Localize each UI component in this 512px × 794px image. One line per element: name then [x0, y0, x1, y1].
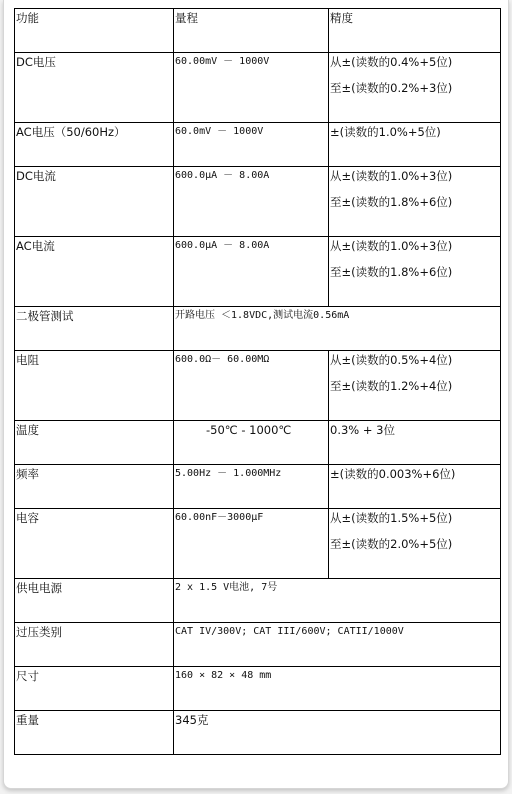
range-cell: 60.00nF－3000μF [174, 509, 329, 579]
table-row [15, 167, 501, 237]
spec-table [14, 8, 501, 755]
accuracy-line: ±(读数的0.003%+6位) [330, 467, 456, 481]
table-row [15, 351, 501, 421]
accuracy-line: 至±(读数的1.8%+6位) [330, 195, 453, 209]
table-row [15, 237, 501, 307]
function-cell: 二极管测试 [15, 307, 174, 351]
table-row [15, 465, 501, 509]
header-range: 量程 [174, 9, 329, 53]
function-cell: DC电流 [15, 167, 174, 237]
accuracy-cell [329, 237, 501, 307]
accuracy-line: 至±(读数的2.0%+5位) [330, 537, 453, 551]
accuracy-cell [329, 53, 501, 123]
function-cell: 频率 [15, 465, 174, 509]
table-row [15, 53, 501, 123]
accuracy-line: 0.3% + 3位 [330, 423, 395, 437]
table-row [15, 307, 501, 351]
function-cell: 过压类别 [15, 623, 174, 667]
range-cell: -50℃ - 1000℃ [174, 421, 329, 465]
table-row [15, 421, 501, 465]
accuracy-line: 至±(读数的0.2%+3位) [330, 81, 453, 95]
accuracy-cell [329, 509, 501, 579]
function-cell: 电容 [15, 509, 174, 579]
table-row [15, 123, 501, 167]
table-header-row [15, 9, 501, 53]
range-cell: 开路电压 ＜1.8VDC,测试电流0.56mA [174, 307, 501, 351]
function-cell: 供电电源 [15, 579, 174, 623]
range-cell: 60.0mV － 1000V [174, 123, 329, 167]
accuracy-cell [329, 351, 501, 421]
range-cell: 345克 [174, 711, 501, 755]
header-function: 功能 [15, 9, 174, 53]
accuracy-cell [329, 167, 501, 237]
function-cell: AC电压（50/60Hz） [15, 123, 174, 167]
accuracy-line: ±(读数的1.0%+5位) [330, 125, 441, 139]
accuracy-line: 从±(读数的0.5%+4位) [330, 353, 453, 367]
table-row [15, 711, 501, 755]
range-cell: 600.0Ω－ 60.00MΩ [174, 351, 329, 421]
table-row [15, 579, 501, 623]
range-cell: CAT IV/300V; CAT III/600V; CATII/1000V [174, 623, 501, 667]
function-cell: 电阻 [15, 351, 174, 421]
accuracy-cell [329, 465, 501, 509]
accuracy-line: 至±(读数的1.8%+6位) [330, 265, 453, 279]
content-card [3, 0, 509, 789]
range-cell: 5.00Hz － 1.000MHz [174, 465, 329, 509]
accuracy-cell [329, 421, 501, 465]
function-cell: 尺寸 [15, 667, 174, 711]
range-cell: 2 x 1.5 V电池, 7号 [174, 579, 501, 623]
function-cell: 重量 [15, 711, 174, 755]
range-cell: 600.0μA － 8.00A [174, 167, 329, 237]
table-row [15, 667, 501, 711]
function-cell: 温度 [15, 421, 174, 465]
table-row [15, 623, 501, 667]
header-accuracy: 精度 [329, 9, 501, 53]
accuracy-line: 从±(读数的1.0%+3位) [330, 169, 453, 183]
accuracy-line: 从±(读数的1.5%+5位) [330, 511, 453, 525]
range-cell: 600.0μA － 8.00A [174, 237, 329, 307]
accuracy-line: 从±(读数的0.4%+5位) [330, 55, 453, 69]
accuracy-line: 从±(读数的1.0%+3位) [330, 239, 453, 253]
function-cell: AC电流 [15, 237, 174, 307]
range-cell: 160 × 82 × 48 mm [174, 667, 501, 711]
accuracy-line: 至±(读数的1.2%+4位) [330, 379, 453, 393]
range-cell: 60.00mV － 1000V [174, 53, 329, 123]
accuracy-cell [329, 123, 501, 167]
table-row [15, 509, 501, 579]
function-cell: DC电压 [15, 53, 174, 123]
